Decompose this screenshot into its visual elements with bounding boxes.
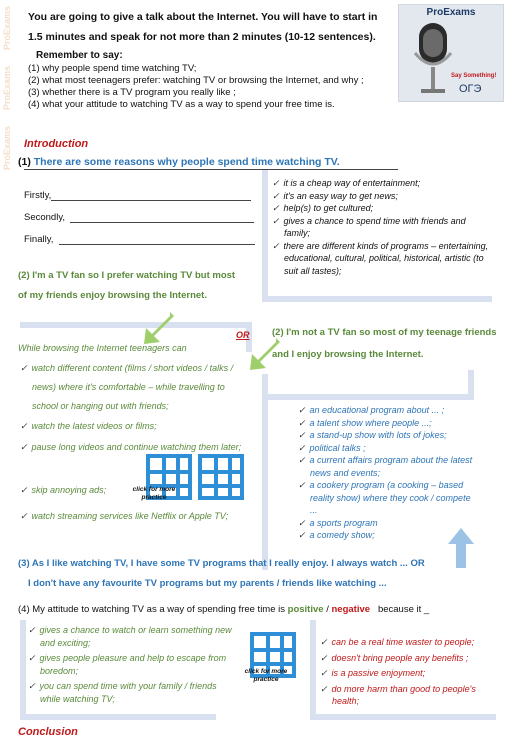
- remember-item: (4) what your attitude to watching TV as a way to spend your free time is.: [28, 99, 335, 110]
- list-item: ✓ gives people pleasure and help to escape from boredom;: [28, 653, 227, 676]
- frame-divider: [468, 370, 474, 400]
- or-label: OR: [236, 330, 250, 340]
- negatives-list: [320, 636, 496, 708]
- frame-divider: [262, 394, 472, 400]
- conclusion-row: [18, 722, 494, 751]
- finally-row: Finally,: [24, 234, 255, 245]
- list-item: ✓ a stand-up show with lots of jokes;: [298, 430, 447, 440]
- task-line-2: 1.5 minutes and speak for not more than 2 minutes (10-12 sentences).: [28, 31, 376, 43]
- not-fan-title: (2) I'm not a TV fan so most of my teenage friends and I enjoy browsing the Internet.: [272, 327, 497, 360]
- watermark: ProExams: [2, 65, 12, 110]
- list-item: ✓ there are different kinds of programs – entertaining, educational, cultural, political, historical, artistic (to suit all tastes);: [272, 240, 489, 276]
- list-item: ✓ skip annoying ads;: [20, 485, 107, 495]
- task-header: [28, 8, 388, 111]
- list-item: ✓ it is a cheap way of entertainment;: [272, 178, 421, 188]
- section3-line-2: I don't have any favourite TV programs but my parents / friends like watching ...: [28, 578, 387, 589]
- firstly-answer-line[interactable]: [51, 192, 251, 201]
- logo-brand: ProExams: [426, 7, 476, 18]
- frame-divider: [20, 714, 216, 720]
- section1-title: (1) There are some reasons why people spend time watching TV.: [18, 156, 340, 168]
- arrow-down-left-icon: [140, 310, 176, 346]
- conclusion-label: Conclusion: [18, 726, 78, 738]
- section3: [18, 554, 448, 594]
- firstly-row: Firstly,: [24, 190, 251, 201]
- frame-divider: [20, 620, 26, 720]
- remember-item: (3) whether there is a TV program you really like ;: [28, 87, 236, 98]
- qr-code-icon[interactable]: [198, 454, 244, 500]
- secondly-answer-line[interactable]: [70, 214, 254, 223]
- frame-divider: [20, 322, 250, 328]
- list-item: ✓ it's an easy way to get news;: [272, 190, 398, 201]
- frame-divider: [310, 620, 316, 720]
- positives-list: [28, 624, 238, 705]
- list-item: ✓ an educational program about ... ;: [298, 405, 445, 415]
- secondly-row: Secondly,: [24, 212, 254, 223]
- programs-list: [298, 404, 474, 542]
- list-item: ✓ watch the latest videos or films;: [20, 420, 157, 431]
- list-item: ✓ gives a chance to watch or learn something new and exciting;: [28, 625, 232, 648]
- watermark: ProExams: [2, 125, 12, 170]
- watermark: ProExams: [2, 5, 12, 50]
- list-item: ✓ pause long videos and continue watching them later;: [20, 442, 242, 452]
- remember-heading: Remember to say:: [36, 50, 123, 61]
- section3-line-1: (3) As I like watching TV, I have some TV programs that I really enjoy. I always watch ... OR: [18, 558, 425, 569]
- section4-title: (4) My attitude to watching TV as a way of spending free time is positive / negative because it _: [18, 604, 430, 615]
- browsing-intro: While browsing the Internet teenagers can: [18, 343, 187, 353]
- arrow-up-icon: [448, 528, 474, 568]
- list-item: ✓ a current affairs program about the latest news and events;: [298, 455, 473, 478]
- microphone-icon: [411, 23, 455, 99]
- list-item: ✓ is a passive enjoyment;: [320, 668, 426, 678]
- fan-title: (2) I'm a TV fan so I prefer watching TV but most of my friends enjoy browsing the Internet.: [18, 270, 236, 301]
- click-for-practice-link[interactable]: click for more practice: [132, 486, 176, 501]
- remember-item: (2) what most teenagers prefer: watching TV or browsing the Internet, and why ;: [28, 75, 364, 86]
- logo-tagline: Say Something!: [451, 73, 497, 79]
- logo-exam: ОГЭ: [459, 83, 482, 95]
- list-item: ✓ you can spend time with your family / friends while watching TV;: [28, 681, 217, 704]
- remember-item: (1) why people spend time watching TV;: [28, 63, 197, 74]
- list-item: ✓ gives a chance to spend time with friends and family;: [272, 215, 466, 238]
- frame-divider: [310, 714, 496, 720]
- reasons-list: [272, 177, 492, 277]
- frame-divider: [262, 374, 268, 570]
- list-item: ✓ can be a real time waster to people;: [320, 637, 475, 647]
- list-item: ✓ a cookery program (a cooking – based reality show) where they cook / compete ...: [298, 480, 471, 515]
- proexams-logo: [398, 4, 504, 102]
- list-item: ✓ doesn't bring people any benefits ;: [320, 652, 469, 663]
- list-item: ✓ a sports program: [298, 517, 378, 528]
- click-for-practice-link[interactable]: click for more practice: [244, 668, 288, 683]
- finally-answer-line[interactable]: [59, 236, 255, 245]
- frame-divider: [262, 296, 492, 302]
- introduction-label: Introduction: [24, 138, 89, 150]
- list-item: ✓ political talks ;: [298, 442, 366, 453]
- list-item: ✓ a comedy show;: [298, 530, 375, 540]
- task-line-1: You are going to give a talk about the Internet. You will have to start in: [28, 11, 378, 23]
- list-item: ✓ do more harm than good to people's health;: [320, 683, 476, 706]
- browsing-list: [18, 342, 250, 457]
- list-item: ✓ watch different content (films / short videos / talks / news) where it's comfortable – while travelling to school or hanging out with friends;: [20, 362, 234, 411]
- list-item: ✓ help(s) to get cultured;: [272, 203, 374, 213]
- list-item: ✓ watch streaming services like Netflix or Apple TV;: [20, 511, 229, 521]
- frame-divider: [262, 170, 268, 300]
- list-item: ✓ a talent show where people ...;: [298, 417, 432, 428]
